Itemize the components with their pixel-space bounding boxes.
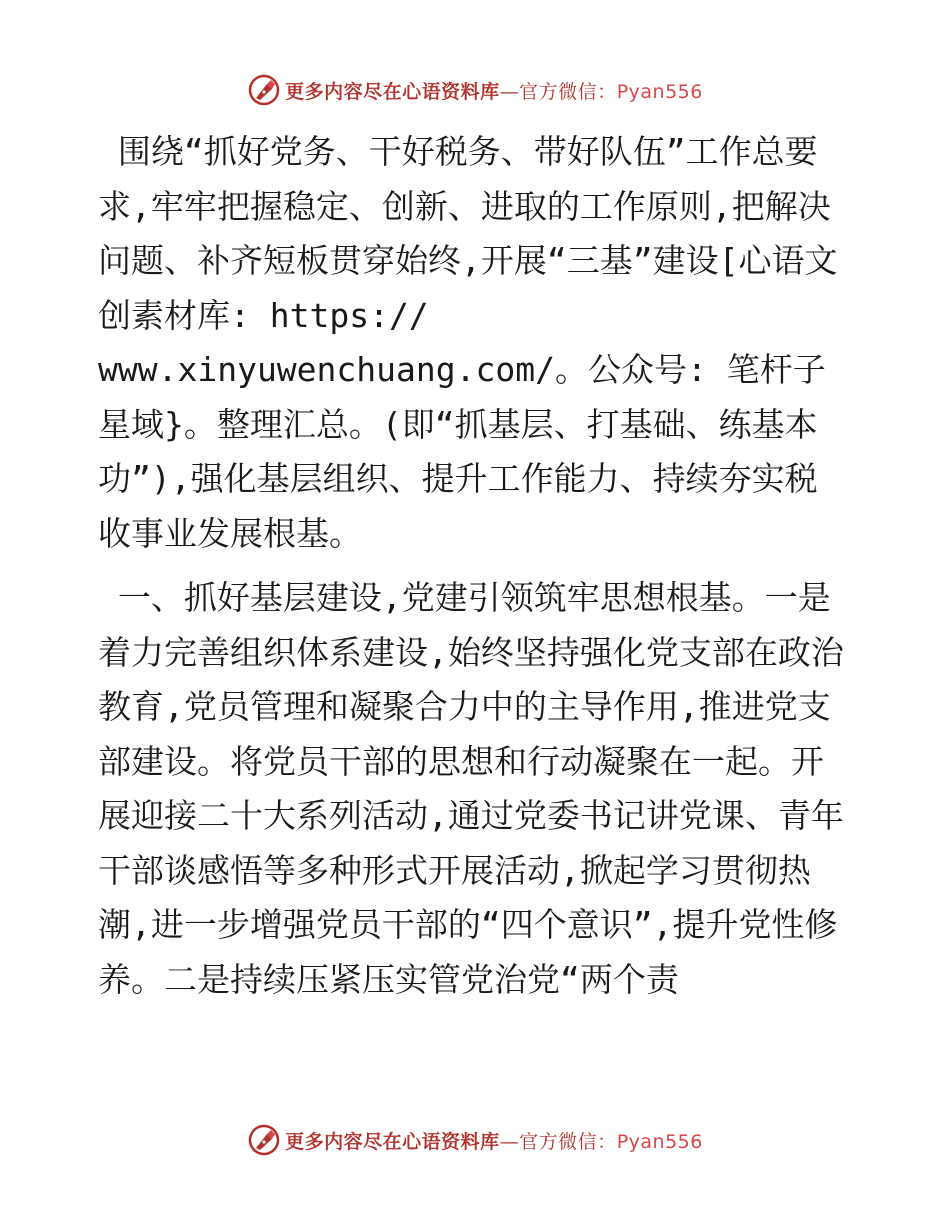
pen-nib-logo-icon xyxy=(247,73,281,107)
banner-wechat-id: Pyan556 xyxy=(616,1130,703,1153)
banner-contact-label: —官方微信： xyxy=(499,80,617,103)
document-body xyxy=(98,125,850,1007)
banner-wechat-id: Pyan556 xyxy=(616,80,703,103)
banner-text xyxy=(285,77,703,104)
paragraph-2: 一、抓好基层建设,党建引领筑牢思想根基。一是着力完善组织体系建设,始终坚持强化党支部在政治教育,党员管理和凝聚合力中的主导作用,推进党支部建设。将党员干部的思想和行动凝聚在一起。开展迎接二十大系列活动,通过党委书记讲党课、青年干部谈感悟等多种形式开展活动,掀起学习贯彻热潮,进一步增强党员干部的“四个意识”,提升党性修养。二是持续压紧压实管党治党“两个责 xyxy=(98,578,844,999)
banner-text xyxy=(285,1127,703,1154)
pen-nib-logo-icon xyxy=(247,1123,281,1157)
header-banner xyxy=(0,70,950,110)
banner-title: 更多内容尽在心语资料库 xyxy=(285,80,500,103)
paragraph-1: 围绕“抓好党务、干好税务、带好队伍”工作总要求,牢牢把握稳定、创新、进取的工作原则,把解决问题、补齐短板贯穿始终,开展“三基”建设[心语文创素材库: https:// www.xinyuwenchuang.com/。公众号: 笔杆子星域}。整理汇总。(即“抓基层、打基础、练基本功”),强化基层组织、提升工作能力、持续夯实税收事业发展根基。 xyxy=(98,132,838,553)
banner-title: 更多内容尽在心语资料库 xyxy=(285,1130,500,1153)
footer-banner xyxy=(0,1120,950,1160)
banner-contact-label: —官方微信： xyxy=(499,1130,617,1153)
